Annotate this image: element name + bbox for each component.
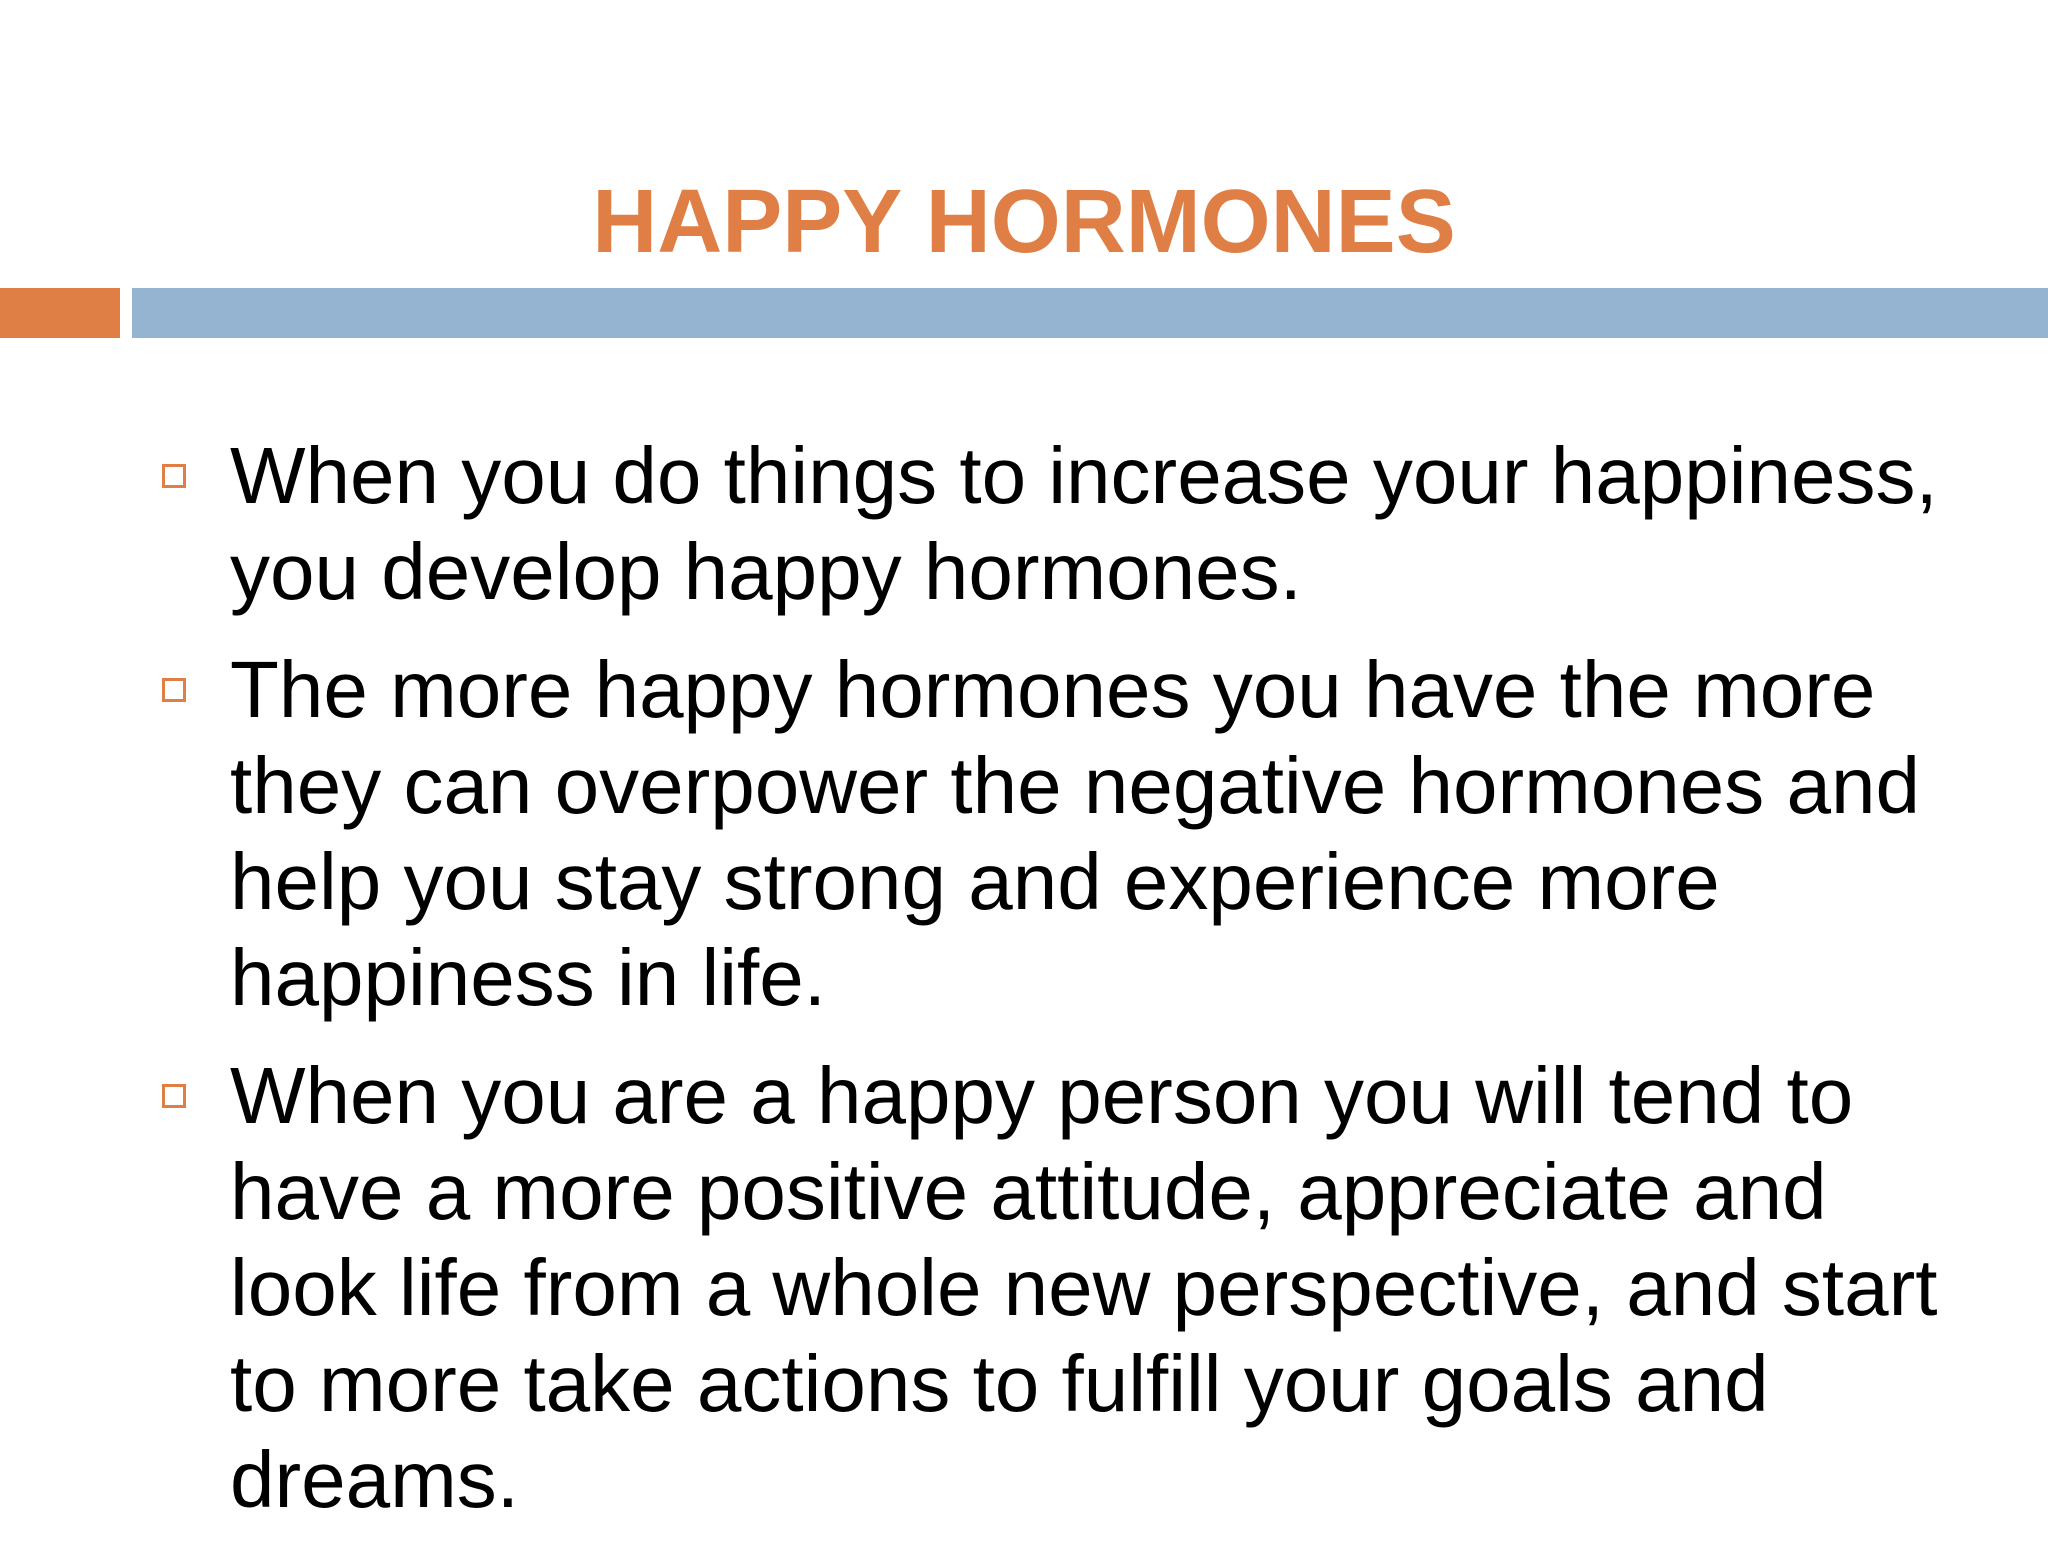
bullet-text-line: happiness in life. — [230, 933, 826, 1022]
bullet-text-line: When you do things to increase your happiness, — [230, 431, 1938, 520]
bullet-item — [160, 428, 1960, 620]
bullet-item — [160, 1048, 1960, 1528]
slide-title: HAPPY HORMONES — [592, 172, 1456, 272]
bullet-text-line: have a more positive attitude, appreciate and — [230, 1147, 1827, 1236]
bullet-text-line: The more happy hormones you have the more — [230, 645, 1876, 734]
bullet-text-line: they can overpower the negative hormones and — [230, 741, 1920, 830]
hollow-square-icon — [162, 1084, 186, 1108]
bullet-text-line: help you stay strong and experience more — [230, 837, 1720, 926]
hollow-square-icon — [162, 464, 186, 488]
title-accent-bar — [0, 288, 120, 338]
bullet-text-line: When you are a happy person you will tend to — [230, 1051, 1854, 1140]
bullet-item — [160, 642, 1960, 1026]
bullet-text-line: look life from a whole new perspective, and start — [230, 1243, 1938, 1332]
bullet-text-line: dreams. — [230, 1435, 519, 1524]
hollow-square-icon — [162, 678, 186, 702]
bullet-text-line: you develop happy hormones. — [230, 527, 1302, 616]
bullet-text-line: to more take actions to fulfill your goals and — [230, 1339, 1769, 1428]
title-divider-bar — [132, 288, 2048, 338]
bullet-list — [160, 428, 1960, 1550]
